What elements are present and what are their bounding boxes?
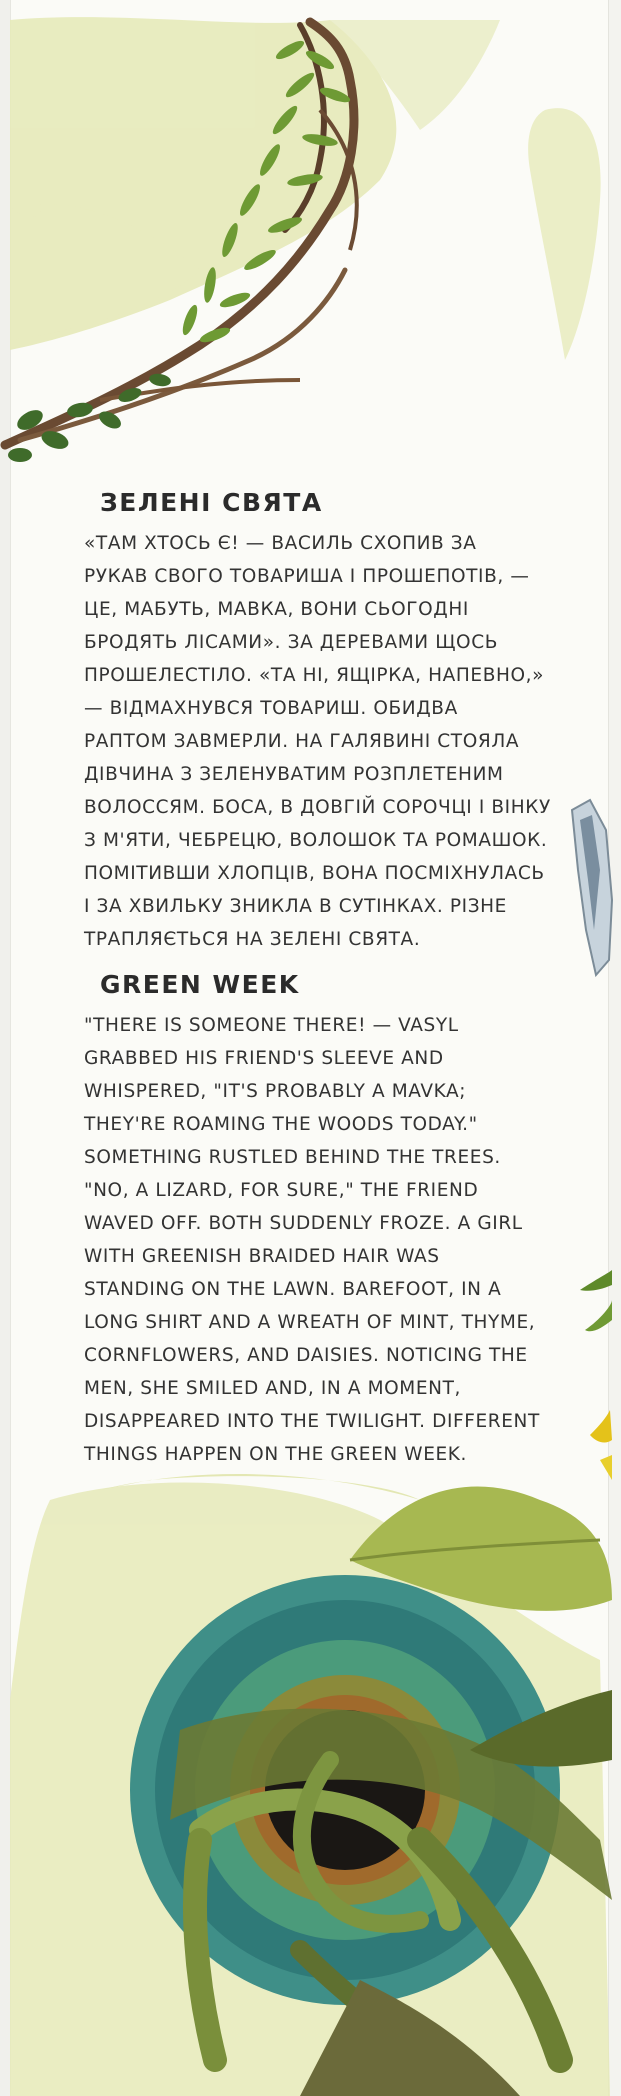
english-line: LONG SHIRT AND A WREATH OF MINT, THYME, [84, 1312, 536, 1333]
ukrainian-story-section [84, 488, 554, 956]
ukrainian-line: — ВІДМАХНУВСЯ ТОВАРИШ. ОБИДВА [84, 698, 458, 719]
english-line: GRABBED HIS FRIEND'S SLEEVE AND [84, 1048, 444, 1069]
english-line: STANDING ON THE LAWN. BAREFOOT, IN A [84, 1279, 502, 1300]
english-line: WAVED OFF. BOTH SUDDENLY FROZE. A GIRL [84, 1213, 523, 1234]
english-line: WITH GREENISH BRAIDED HAIR WAS [84, 1246, 440, 1267]
green-wash-top [10, 17, 601, 360]
english-story-text [84, 1009, 554, 1471]
english-line: MEN, SHE SMILED AND, IN A MOMENT, [84, 1378, 461, 1399]
english-line: CORNFLOWERS, AND DAISIES. NOTICING THE [84, 1345, 528, 1366]
english-line: THINGS HAPPEN ON THE GREEN WEEK. [84, 1444, 467, 1465]
ukrainian-line: РАПТОМ ЗАВМЕРЛИ. НА ГАЛЯВИНІ СТОЯЛА [84, 731, 520, 752]
ukrainian-line: ТРАПЛЯЄТЬСЯ НА ЗЕЛЕНІ СВЯТА. [84, 929, 421, 950]
ukrainian-title: ЗЕЛЕНІ СВЯТА [100, 488, 323, 517]
english-line: SOMETHING RUSTLED BEHIND THE TREES. [84, 1147, 501, 1168]
english-title: GREEN WEEK [100, 970, 300, 999]
leaf-illustration [580, 1270, 612, 1480]
ukrainian-line: РУКАВ СВОГО ТОВАРИША І ПРОШЕПОТІВ, — [84, 566, 530, 587]
english-line: "NO, A LIZARD, FOR SURE," THE FRIEND [84, 1180, 479, 1201]
ukrainian-line: ПРОШЕЛЕСТІЛО. «ТА НІ, ЯЩІРКА, НАПЕВНО,» [84, 665, 545, 686]
ukrainian-line: З М'ЯТИ, ЧЕБРЕЦЮ, ВОЛОШОК ТА РОМАШОК. [84, 830, 548, 851]
english-line: THEY'RE ROAMING THE WOODS TODAY." [84, 1114, 478, 1135]
english-line: "THERE IS SOMEONE THERE! — VASYL [84, 1015, 459, 1036]
english-line: WHISPERED, "IT'S PROBABLY A MAVKA; [84, 1081, 467, 1102]
english-line: DISAPPEARED INTO THE TWILIGHT. DIFFERENT [84, 1411, 540, 1432]
english-story-section [84, 970, 554, 1471]
ukrainian-line: І ЗА ХВИЛЬКУ ЗНИКЛА В СУТІНКАХ. РІЗНЕ [84, 896, 507, 917]
ukrainian-line: ЦЕ, МАБУТЬ, МАВКА, ВОНИ СЬОГОДНІ [84, 599, 469, 620]
ukrainian-line: «ТАМ ХТОСЬ Є! — ВАСИЛЬ СХОПИВ ЗА [84, 533, 477, 554]
ukrainian-line: ВОЛОССЯМ. БОСА, В ДОВГІЙ СОРОЧЦІ І ВІНКУ [84, 797, 551, 818]
bottle-illustration [572, 800, 612, 975]
ukrainian-line: БРОДЯТЬ ЛІСАМИ». ЗА ДЕРЕВАМИ ЩОСЬ [84, 632, 499, 653]
ukrainian-line: ПОМІТИВШИ ХЛОПЦІВ, ВОНА ПОСМІХНУЛАСЬ [84, 863, 545, 884]
ukrainian-line: ДІВЧИНА З ЗЕЛЕНУВАТИМ РОЗПЛЕТЕНИМ [84, 764, 504, 785]
ukrainian-story-text [84, 527, 554, 956]
